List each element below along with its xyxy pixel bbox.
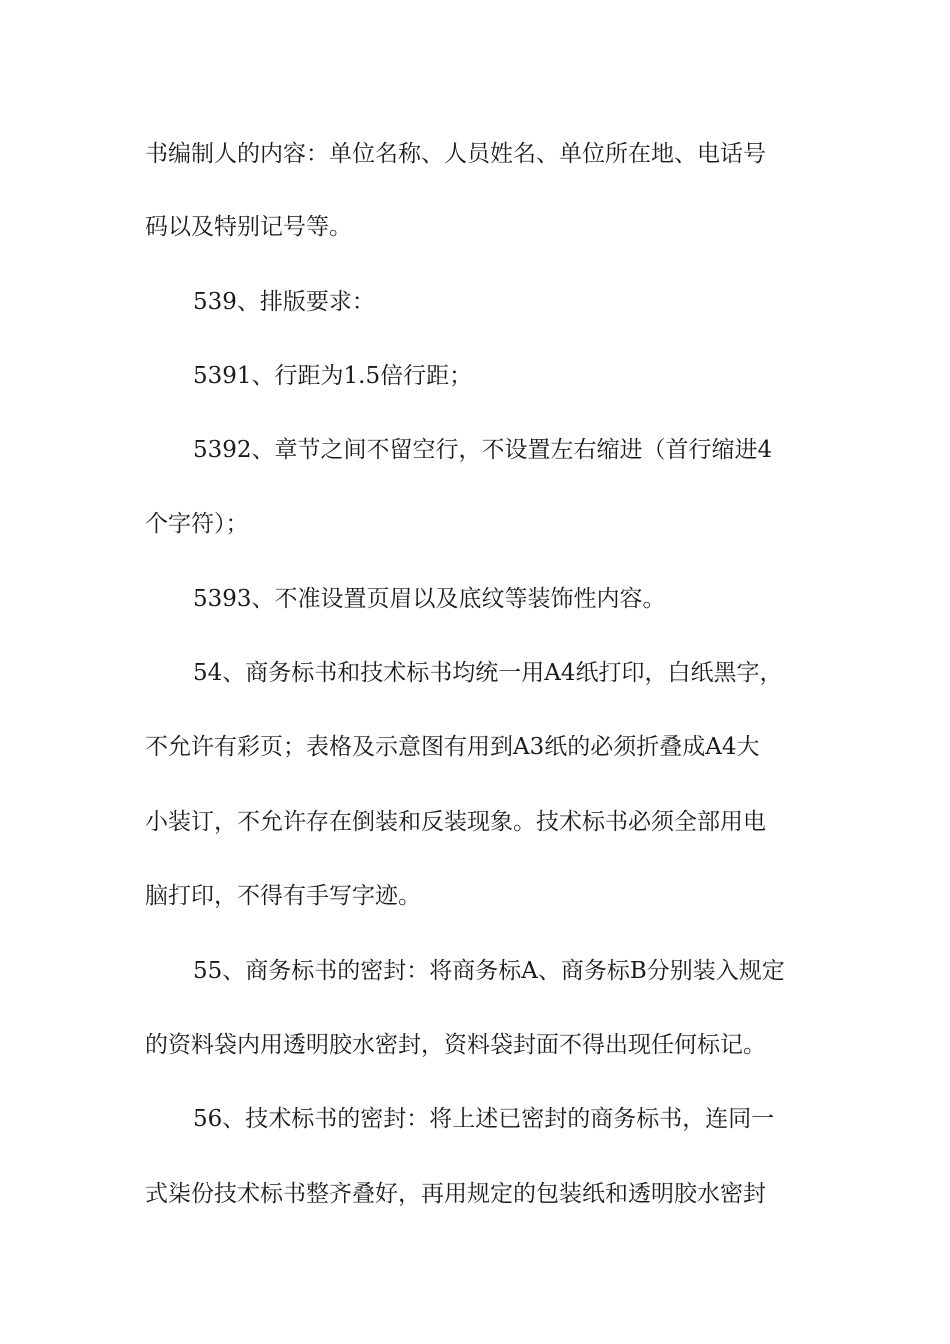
document-page: 书编制人的内容：单位名称、人员姓名、单位所在地、电话号 码以及特别记号等。 539、排版要求： 5391、行距为1.5倍行距； 5392、章节之间不留空行，不设置左右缩进（首行缩进4 个字符）； 5393、不准设置页眉以及底纹等装饰性内容。 54、商务标书和技术标书均统一用A4纸打印，白纸黑字， 不允许有彩页；表格及示意图有用到A3纸的必须折叠成A4大 小装订，不允许存在倒装和反装现象。技术标书必须全部用电 脑打印，不得有手写字迹。 55、商务标书的密封：将商务标A、商务标B分别装入规定 的资料袋内用透明胶水密封，资料袋封面不得出现任何标记。 56、技术标书的密封：将上述已密封的商务标书，连同一 式柒份技术标书整齐叠好，再用规定的包装纸和透明胶水密封 [145,141,785,1207]
